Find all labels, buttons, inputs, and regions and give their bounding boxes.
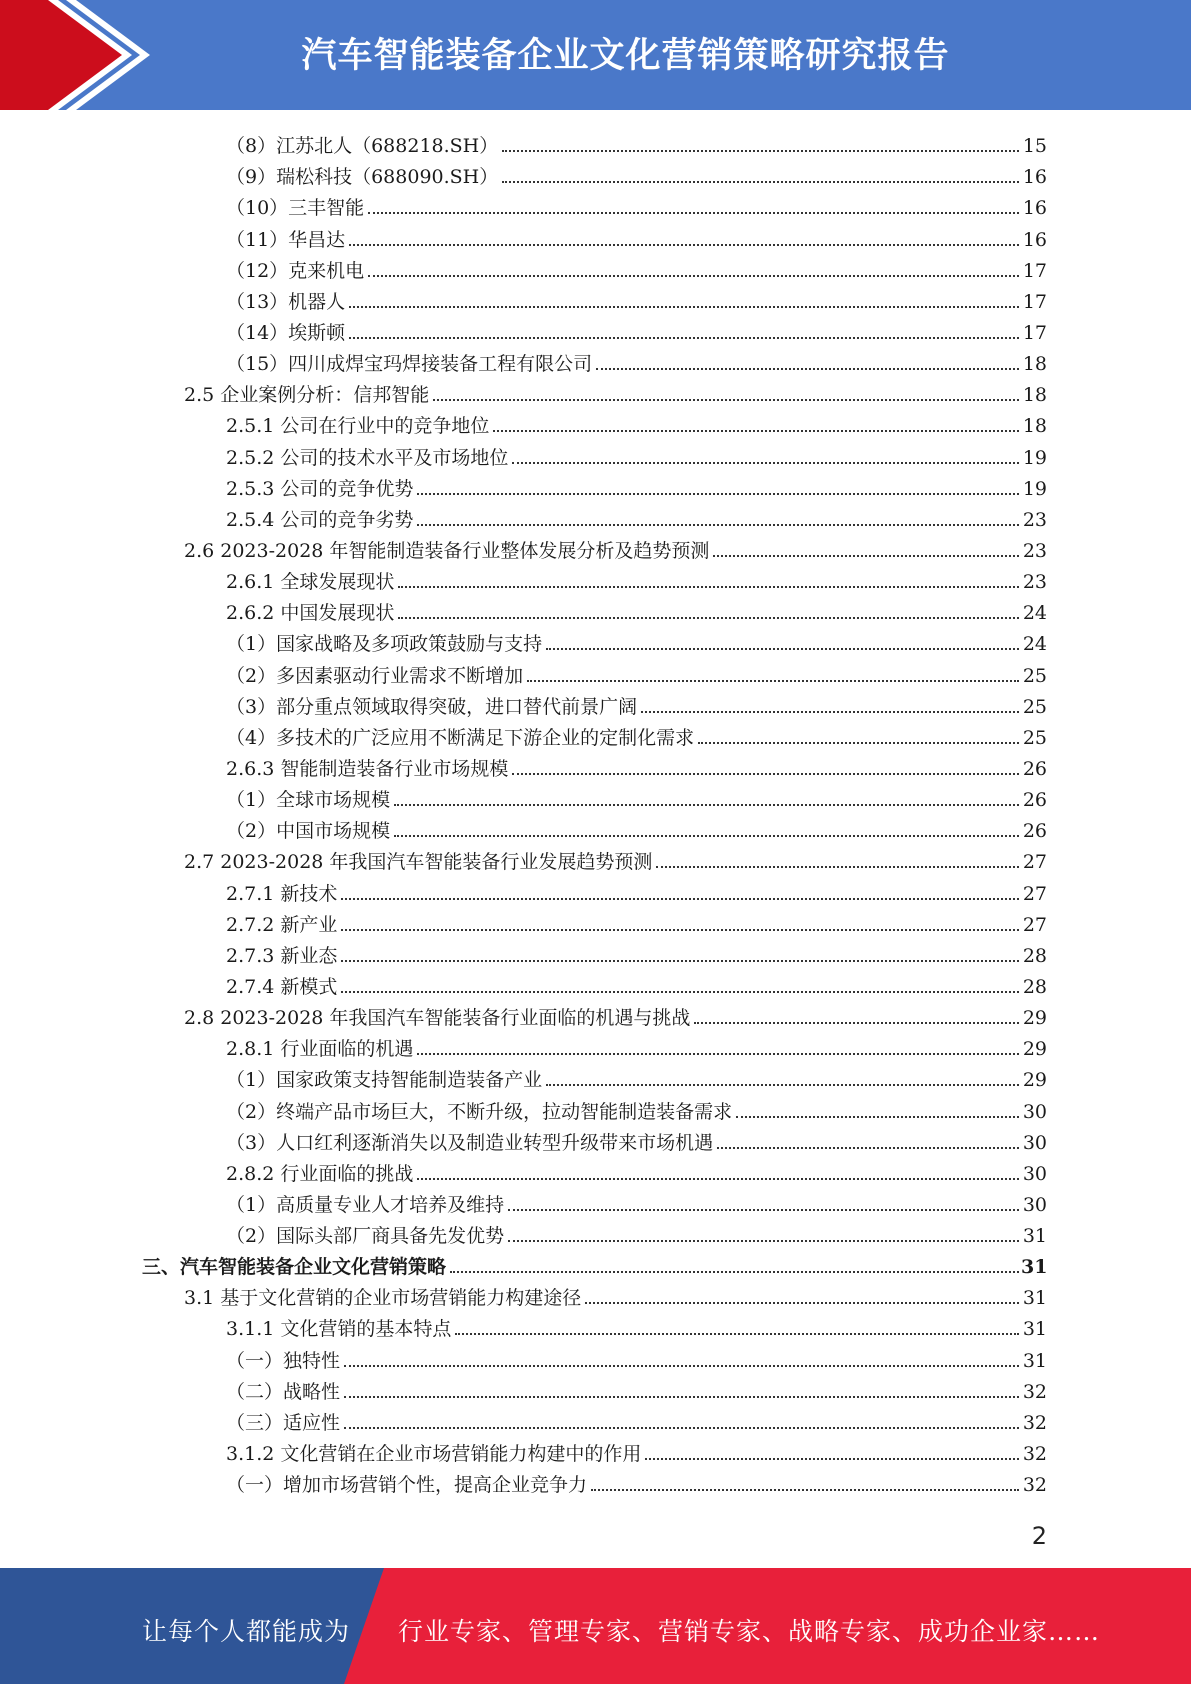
toc-dot-leader xyxy=(493,430,1019,432)
toc-dot-leader xyxy=(645,1458,1019,1460)
toc-entry-page: 18 xyxy=(1022,353,1047,376)
toc-dot-leader xyxy=(417,493,1019,495)
toc-entry[interactable] xyxy=(0,1092,1191,1123)
toc-entry[interactable] xyxy=(0,407,1191,438)
toc-dot-leader xyxy=(349,244,1019,246)
toc-entry-label: （2）多因素驱动行业需求不断增加 xyxy=(226,664,524,687)
toc-entry-label: 2.6.2 中国发展现状 xyxy=(226,602,395,625)
toc-dot-leader xyxy=(502,181,1019,183)
toc-entry[interactable] xyxy=(0,532,1191,563)
toc-entry-page: 19 xyxy=(1022,446,1047,469)
toc-dot-leader xyxy=(512,773,1019,775)
toc-entry-page: 26 xyxy=(1022,789,1047,812)
toc-entry-page: 27 xyxy=(1022,913,1047,936)
toc-entry[interactable] xyxy=(0,438,1191,469)
toc-entry-page: 30 xyxy=(1022,1193,1047,1216)
toc-dot-leader xyxy=(455,1333,1019,1335)
toc-entry-label: （10）三丰智能 xyxy=(226,197,365,220)
toc-dot-leader xyxy=(417,1053,1019,1055)
toc-dot-leader xyxy=(694,1022,1019,1024)
toc-entry-page: 16 xyxy=(1022,197,1047,220)
toc-entry-label: （2）国际头部厂商具备先发优势 xyxy=(226,1225,505,1248)
toc-dot-leader xyxy=(698,742,1019,744)
toc-dot-leader xyxy=(527,680,1019,682)
toc-entry-label: （3）部分重点领域取得突破，进口替代前景广阔 xyxy=(226,695,638,718)
toc-entry[interactable] xyxy=(0,220,1191,251)
footer-slogan-left: 让每个人都能成为 xyxy=(142,1617,351,1646)
toc-entry-page: 25 xyxy=(1022,726,1047,749)
toc-dot-leader xyxy=(508,1240,1019,1242)
toc-entry-label: 2.5 企业案例分析：信邦智能 xyxy=(184,384,430,407)
toc-dot-leader xyxy=(341,929,1019,931)
toc-entry-page: 32 xyxy=(1022,1443,1047,1466)
toc-entry-label: （11）华昌达 xyxy=(226,228,346,251)
report-title: 汽车智能装备企业文化营销策略研究报告 xyxy=(301,36,950,76)
toc-entry-page: 31 xyxy=(1022,1349,1047,1372)
toc-entry-label: （二）战略性 xyxy=(226,1380,341,1403)
toc-entry[interactable] xyxy=(0,656,1191,687)
toc-entry[interactable] xyxy=(0,1404,1191,1435)
toc-entry-label: 2.7.1 新技术 xyxy=(226,882,338,905)
toc-entry-label: （1）高质量专业人才培养及维持 xyxy=(226,1193,505,1216)
toc-entry-label: 2.7.2 新产业 xyxy=(226,913,338,936)
toc-entry[interactable] xyxy=(0,189,1191,220)
toc-entry-page: 25 xyxy=(1022,695,1047,718)
toc-entry-page: 15 xyxy=(1022,135,1047,158)
toc-dot-leader xyxy=(417,1178,1019,1180)
toc-entry-label: 3.1.1 文化营销的基本特点 xyxy=(226,1318,452,1341)
toc-dot-leader xyxy=(417,524,1019,526)
toc-dot-leader xyxy=(398,586,1019,588)
toc-dot-leader xyxy=(656,866,1019,868)
toc-entry[interactable] xyxy=(0,874,1191,905)
toc-entry[interactable] xyxy=(0,127,1191,158)
toc-entry-page: 23 xyxy=(1022,571,1047,594)
toc-entry[interactable] xyxy=(0,1310,1191,1341)
toc-entry-label: 2.7.3 新业态 xyxy=(226,944,338,967)
toc-entry-label: （4）多技术的广泛应用不断满足下游企业的定制化需求 xyxy=(226,726,695,749)
toc-dot-leader xyxy=(349,337,1019,339)
toc-entry-page: 27 xyxy=(1022,882,1047,905)
toc-entry-page: 17 xyxy=(1022,290,1047,313)
toc-entry[interactable] xyxy=(0,1341,1191,1372)
toc-dot-leader xyxy=(433,399,1019,401)
toc-entry-label: （13）机器人 xyxy=(226,290,346,313)
toc-entry-label: （3）人口红利逐渐消失以及制造业转型升级带来市场机遇 xyxy=(226,1131,714,1154)
toc-entry[interactable] xyxy=(0,1248,1191,1279)
toc-entry[interactable] xyxy=(0,999,1191,1030)
toc-entry-page: 18 xyxy=(1022,415,1047,438)
toc-entry-page: 31 xyxy=(1021,1256,1048,1279)
toc-entry-label: 2.6 2023-2028 年智能制造装备行业整体发展分析及趋势预测 xyxy=(184,539,710,562)
toc-entry-label: （1）全球市场规模 xyxy=(226,789,391,812)
toc-dot-leader xyxy=(591,1489,1019,1491)
toc-entry-page: 28 xyxy=(1022,944,1047,967)
toc-entry[interactable] xyxy=(0,252,1191,283)
toc-entry[interactable] xyxy=(0,594,1191,625)
toc-entry-page: 16 xyxy=(1022,166,1047,189)
toc-entry-label: （1）国家战略及多项政策鼓励与支持 xyxy=(226,633,543,656)
toc-entry-page: 31 xyxy=(1022,1225,1047,1248)
toc-entry-page: 24 xyxy=(1022,602,1047,625)
toc-dot-leader xyxy=(398,617,1019,619)
toc-entry-label: （一）增加市场营销个性，提高企业竞争力 xyxy=(226,1474,588,1497)
toc-entry-label: 2.7.4 新模式 xyxy=(226,975,338,998)
toc-dot-leader xyxy=(736,1116,1019,1118)
toc-dot-leader xyxy=(394,835,1019,837)
toc-dot-leader xyxy=(344,1365,1019,1367)
toc-dot-leader xyxy=(713,555,1019,557)
toc-dot-leader xyxy=(368,212,1019,214)
toc-entry[interactable] xyxy=(0,906,1191,937)
toc-entry[interactable] xyxy=(0,937,1191,968)
toc-dot-leader xyxy=(394,804,1019,806)
toc-entry-page: 23 xyxy=(1022,508,1047,531)
toc-entry-page: 29 xyxy=(1022,1069,1047,1092)
toc-entry-label: 三、汽车智能装备企业文化营销策略 xyxy=(142,1256,447,1279)
toc-entry[interactable] xyxy=(0,283,1191,314)
toc-entry-label: 2.8.1 行业面临的机遇 xyxy=(226,1038,414,1061)
toc-entry[interactable] xyxy=(0,1466,1191,1497)
footer-slogan-right: 行业专家、管理专家、营销专家、战略专家、成功企业家…… xyxy=(398,1617,1101,1646)
toc-dot-leader xyxy=(512,462,1019,464)
toc-entry-label: （三）适应性 xyxy=(226,1411,341,1434)
toc-entry[interactable] xyxy=(0,750,1191,781)
toc-entry-page: 18 xyxy=(1022,384,1047,407)
toc-entry[interactable] xyxy=(0,1435,1191,1466)
toc-entry[interactable] xyxy=(0,625,1191,656)
toc-dot-leader xyxy=(717,1147,1019,1149)
toc-dot-leader xyxy=(341,898,1019,900)
toc-entry[interactable] xyxy=(0,1186,1191,1217)
toc-entry-label: （一）独特性 xyxy=(226,1349,341,1372)
toc-entry-page: 23 xyxy=(1022,539,1047,562)
toc-entry-page: 30 xyxy=(1022,1162,1047,1185)
toc-dot-leader xyxy=(349,306,1019,308)
toc-dot-leader xyxy=(641,711,1019,713)
toc-entry[interactable] xyxy=(0,843,1191,874)
toc-entry-label: 2.5.2 公司的技术水平及市场地位 xyxy=(226,446,509,469)
toc-entry-label: （8）江苏北人（688218.SH） xyxy=(226,135,499,158)
toc-entry[interactable] xyxy=(0,1217,1191,1248)
page-footer xyxy=(0,1568,1191,1684)
toc-entry-label: 3.1.2 文化营销在企业市场营销能力构建中的作用 xyxy=(226,1443,642,1466)
toc-dot-leader xyxy=(344,1396,1019,1398)
toc-entry[interactable] xyxy=(0,1061,1191,1092)
toc-entry-page: 26 xyxy=(1022,820,1047,843)
toc-dot-leader xyxy=(344,1427,1019,1429)
toc-entry[interactable] xyxy=(0,158,1191,189)
toc-dot-leader xyxy=(341,960,1019,962)
toc-entry-page: 19 xyxy=(1022,477,1047,500)
toc-entry-page: 32 xyxy=(1022,1474,1047,1497)
toc-entry-page: 25 xyxy=(1022,664,1047,687)
toc-entry-page: 24 xyxy=(1022,633,1047,656)
toc-entry-label: （1）国家政策支持智能制造装备产业 xyxy=(226,1069,543,1092)
page-header xyxy=(0,0,1191,110)
toc-entry[interactable] xyxy=(0,1373,1191,1404)
toc-entry[interactable] xyxy=(0,781,1191,812)
toc-entry-label: 2.8 2023-2028 年我国汽车智能装备行业面临的机遇与挑战 xyxy=(184,1007,691,1030)
toc-entry-page: 30 xyxy=(1022,1131,1047,1154)
toc-entry-page: 17 xyxy=(1022,259,1047,282)
toc-dot-leader xyxy=(368,275,1019,277)
toc-entry-label: 2.5.1 公司在行业中的竞争地位 xyxy=(226,415,490,438)
toc-entry-label: 2.7 2023-2028 年我国汽车智能装备行业发展趋势预测 xyxy=(184,851,653,874)
toc-entry-label: 2.5.4 公司的竞争劣势 xyxy=(226,508,414,531)
toc-entry[interactable] xyxy=(0,345,1191,376)
toc-entry[interactable] xyxy=(0,968,1191,999)
toc-entry[interactable] xyxy=(0,314,1191,345)
toc-entry-label: （12）克来机电 xyxy=(226,259,365,282)
toc-entry[interactable] xyxy=(0,1124,1191,1155)
toc-entry-page: 28 xyxy=(1022,975,1047,998)
toc-entry[interactable] xyxy=(0,501,1191,532)
toc-entry-page: 32 xyxy=(1022,1380,1047,1403)
toc-entry[interactable] xyxy=(0,1030,1191,1061)
toc-dot-leader xyxy=(546,648,1019,650)
toc-entry[interactable] xyxy=(0,376,1191,407)
toc-dot-leader xyxy=(341,991,1019,993)
toc-entry-page: 32 xyxy=(1022,1411,1047,1434)
toc-entry-page: 29 xyxy=(1022,1007,1047,1030)
table-of-contents xyxy=(0,127,1191,1497)
toc-entry-page: 16 xyxy=(1022,228,1047,251)
toc-entry-label: 2.6.1 全球发展现状 xyxy=(226,571,395,594)
toc-entry-label: （2）终端产品市场巨大，不断升级，拉动智能制造装备需求 xyxy=(226,1100,733,1123)
toc-entry-label: （14）埃斯顿 xyxy=(226,321,346,344)
toc-dot-leader xyxy=(450,1271,1019,1273)
toc-entry-label: 2.8.2 行业面临的挑战 xyxy=(226,1162,414,1185)
toc-entry[interactable] xyxy=(0,719,1191,750)
toc-dot-leader xyxy=(508,1209,1019,1211)
toc-entry[interactable] xyxy=(0,563,1191,594)
toc-entry-page: 31 xyxy=(1022,1318,1047,1341)
toc-entry-page: 27 xyxy=(1022,851,1047,874)
toc-dot-leader xyxy=(502,150,1019,152)
toc-entry[interactable] xyxy=(0,470,1191,501)
toc-entry-label: （2）中国市场规模 xyxy=(226,820,391,843)
toc-entry-page: 29 xyxy=(1022,1038,1047,1061)
toc-entry[interactable] xyxy=(0,688,1191,719)
toc-dot-leader xyxy=(596,368,1019,370)
toc-dot-leader xyxy=(585,1302,1019,1304)
toc-entry-page: 30 xyxy=(1022,1100,1047,1123)
toc-entry-label: 3.1 基于文化营销的企业市场营销能力构建途径 xyxy=(184,1287,582,1310)
toc-entry-label: 2.5.3 公司的竞争优势 xyxy=(226,477,414,500)
toc-entry[interactable] xyxy=(0,1279,1191,1310)
toc-entry-label: 2.6.3 智能制造装备行业市场规模 xyxy=(226,757,509,780)
toc-entry-page: 26 xyxy=(1022,757,1047,780)
toc-entry-label: （15）四川成焊宝玛焊接装备工程有限公司 xyxy=(226,353,593,376)
toc-dot-leader xyxy=(546,1084,1019,1086)
page-number: 2 xyxy=(1031,1522,1047,1550)
toc-entry-page: 17 xyxy=(1022,321,1047,344)
toc-entry-label: （9）瑞松科技（688090.SH） xyxy=(226,166,499,189)
toc-entry[interactable] xyxy=(0,1155,1191,1186)
toc-entry[interactable] xyxy=(0,812,1191,843)
toc-entry-page: 31 xyxy=(1022,1287,1047,1310)
